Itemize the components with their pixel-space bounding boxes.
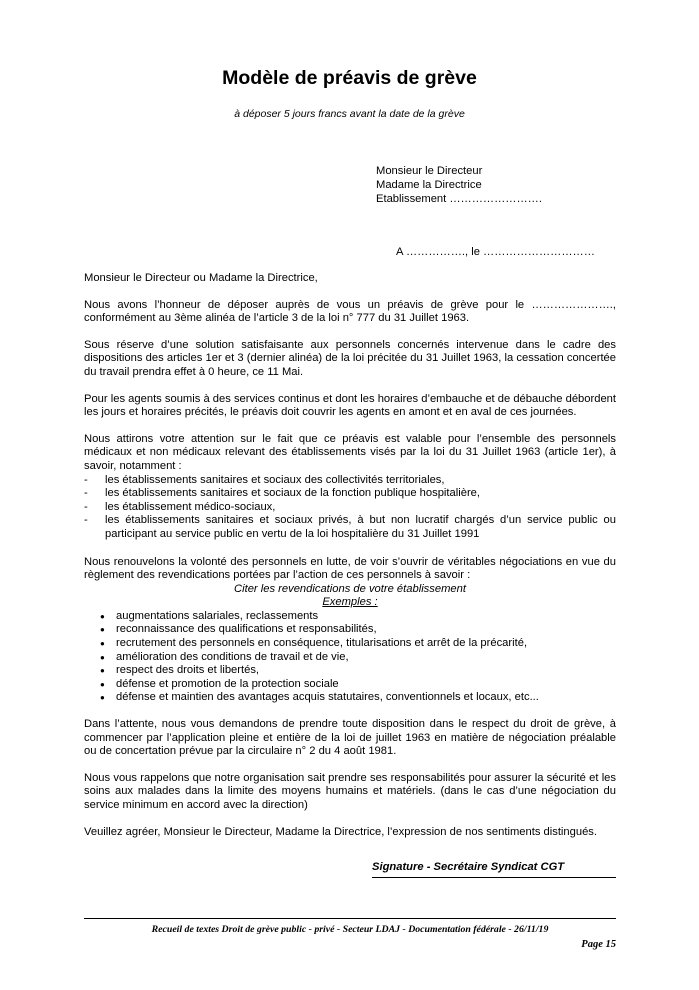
- paragraph-6: Dans l’attente, nous vous demandons de prendre toute disposition dans le respect du droit de grève, à commencer par l’application pleine et entière de la loi de juillet 1963 en matière de négociation préalable ou de concertation prévue par la circulaire n° 2 du 4 août 1981.: [84, 718, 616, 758]
- recipient-line-1: Monsieur le Directeur: [376, 165, 483, 177]
- bullet-icon: ●: [100, 611, 105, 621]
- paragraph-1: Nous avons l’honneur de déposer auprès de vous un préavis de grève pour le …………………., conformément au 3ème alinéa de l’article 3 de la loi n° 777 du 31 Juillet 1963.: [84, 298, 616, 325]
- recipient-block: [376, 164, 542, 206]
- bullet-icon: ●: [100, 625, 105, 635]
- place-date-line: A ……………., le …………………………: [396, 246, 595, 258]
- letter-body: [84, 272, 616, 839]
- page-number: Page 15: [581, 939, 616, 950]
- demands-list: [84, 610, 616, 705]
- establishment-list: [84, 474, 616, 542]
- document-subtitle: à déposer 5 jours francs avant la date de la grève: [234, 108, 465, 120]
- footer-text: Recueil de textes Droit de grève public - privé - Secteur LDAJ - Documentation fédérale - 26/11/19: [151, 924, 549, 935]
- paragraph-3: Pour les agents soumis à des services continus et dont les horaires d’embauche et de débauche débordent les jours et horaires précités, le préavis doit couvrir les agents en amont et en aval de ces journées.: [84, 392, 616, 419]
- footer-divider: [84, 918, 616, 919]
- list-item: - les établissements sanitaires et sociaux des collectivités territoriales,: [84, 473, 445, 486]
- list-item: ● reconnaissance des qualifications et responsabilités,: [100, 623, 377, 636]
- list-item: - les établissement médico-sociaux,: [84, 500, 276, 513]
- paragraph-4: Nous attirons votre attention sur le fait que ce préavis est valable pour l’ensemble des personnels médicaux et non médicaux relevant des établissements visés par la loi du 31 Juillet 1963 (article 1er), à savoir, notamment :: [84, 432, 616, 472]
- bullet-icon: ●: [100, 679, 105, 689]
- bullet-icon: ●: [100, 652, 105, 662]
- recipient-line-3: Etablissement …………………….: [376, 193, 542, 205]
- list-item: ● défense et promotion de la protection sociale: [100, 677, 339, 690]
- closing-formula: Veuillez agréer, Monsieur le Directeur, Madame la Directrice, l’expression de nos sentiments distingués.: [84, 825, 598, 838]
- list-item: ● respect des droits et libertés,: [100, 664, 260, 677]
- paragraph-5: Nous renouvelons la volonté des personnels en lutte, de voir s’ouvrir de véritables négociations en vue du règlement des revendications portées par l’action de ces personnels à savoir :: [84, 555, 616, 582]
- list-item: ● amélioration des conditions de travail et de vie,: [100, 650, 349, 663]
- list-item: - les établissements sanitaires et sociaux de la fonction publique hospitalière,: [84, 487, 480, 500]
- paragraph-7: Nous vous rappelons que notre organisation sait prendre ses responsabilités pour assurer la sécurité et les soins aux malades dans la limite des moyens humains et matériels. (dans le cas d’une négociation du service minimum en accord avec la direction): [84, 771, 616, 811]
- citer-instruction: Citer les revendications de votre établissement: [234, 582, 466, 595]
- bullet-icon: ●: [100, 693, 105, 703]
- exemples-heading: Exemples :: [322, 596, 378, 609]
- paragraph-2: Sous réserve d’une solution satisfaisante aux personnels concernés intervenue dans le cadre des dispositions des articles 1er et 3 (dernier alinéa) de la loi précitée du 31 Juillet 1963, la cessation concertée du travail prendra effet à 0 heure, ce 11 Mai.: [84, 338, 616, 378]
- list-item: ● augmentations salariales, reclassements: [100, 609, 319, 622]
- list-item: ● recrutement des personnels en conséquence, titularisations et arrêt de la précarité,: [100, 637, 528, 650]
- document-title: Modèle de préavis de grève: [222, 67, 477, 89]
- list-item: ● défense et maintien des avantages acquis statutaires, conventionnels et locaux, etc...: [100, 691, 539, 704]
- list-item: - les établissements sanitaires et sociaux privés, à but non lucratif chargés d’un service public ou participant au service public en vertu de la loi hospitalière du 31 Juillet 1991: [84, 514, 616, 540]
- bullet-icon: ●: [100, 639, 105, 649]
- bullet-icon: ●: [100, 666, 105, 676]
- recipient-line-2: Madame la Directrice: [376, 179, 482, 191]
- signature-line: Signature - Secrétaire Syndicat CGT: [372, 861, 616, 878]
- salutation: Monsieur le Directeur ou Madame la Directrice,: [84, 272, 318, 284]
